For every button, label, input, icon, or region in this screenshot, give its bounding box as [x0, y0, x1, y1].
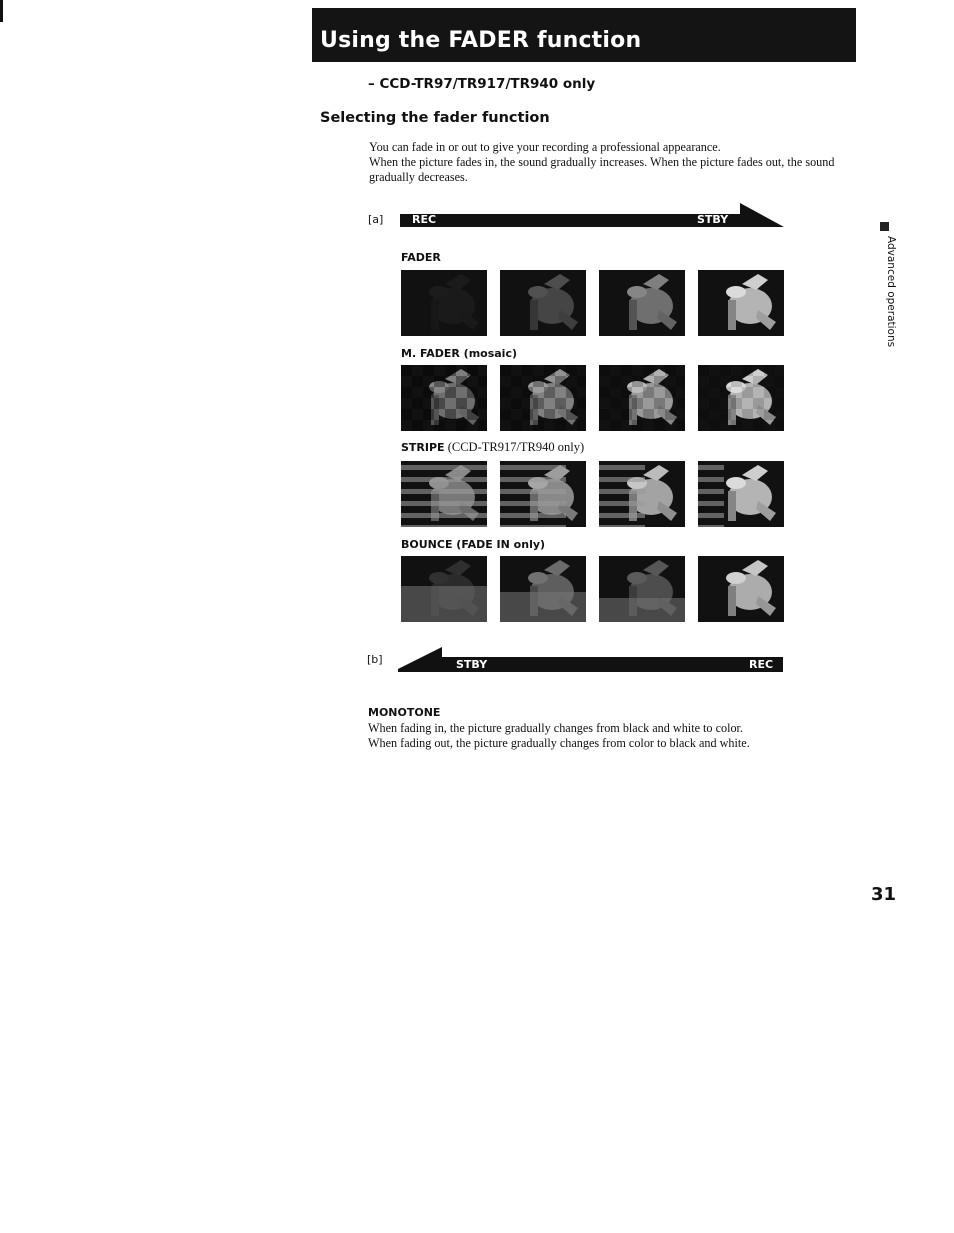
- section-tab-marker: [880, 222, 889, 231]
- diagram-label-a: [a]: [368, 213, 384, 226]
- monotone-line-1: When fading in, the picture gradually changes from black and white to color.: [368, 721, 743, 735]
- effect-frame: [500, 556, 586, 622]
- effect-frame: [401, 461, 487, 527]
- effect-frame: [401, 365, 487, 431]
- section-tab-label: Advanced operations: [885, 236, 897, 348]
- effect-frame: [599, 461, 685, 527]
- monotone-heading: MONOTONE: [368, 706, 441, 719]
- bar-a-right-label: STBY: [697, 213, 729, 226]
- diagram-label-b: [b]: [367, 653, 383, 666]
- margin-rule: [0, 0, 3, 22]
- effect-frame: [599, 556, 685, 622]
- intro-line-2: When the picture fades in, the sound gradually increases. When the picture fades out, the sound gradually decreases.: [369, 155, 835, 184]
- page-title: Using the FADER function: [320, 28, 642, 53]
- bar-b-right-label: REC: [749, 658, 774, 671]
- effect-frame: [500, 270, 586, 336]
- monotone-line-2: When fading out, the picture gradually changes from color to black and white.: [368, 736, 750, 750]
- effect-frame: [500, 365, 586, 431]
- page-number: 31: [871, 884, 897, 905]
- section-heading: Selecting the fader function: [320, 110, 550, 126]
- intro-text: [369, 140, 849, 185]
- effect-label-fader: FADER: [401, 251, 441, 264]
- effect-frame: [698, 556, 784, 622]
- monotone-text: [368, 721, 838, 751]
- effect-frame: [698, 461, 784, 527]
- effect-frame: [500, 461, 586, 527]
- effect-frame: [599, 365, 685, 431]
- intro-line-1: You can fade in or out to give your recording a professional appearance.: [369, 140, 721, 154]
- effect-frame: [401, 270, 487, 336]
- effect-frame: [698, 270, 784, 336]
- effect-frame: [698, 365, 784, 431]
- model-note: – CCD-TR97/TR917/TR940 only: [368, 76, 596, 92]
- bar-b-left-label: STBY: [456, 658, 488, 671]
- effect-label-mosaic: M. FADER (mosaic): [401, 347, 517, 360]
- effect-frame: [401, 556, 487, 622]
- effect-frame: [599, 270, 685, 336]
- bar-a-left-label: REC: [412, 213, 437, 226]
- effect-label-stripe: STRIPE (CCD-TR917/TR940 only): [401, 440, 585, 454]
- effect-label-bounce: BOUNCE (FADE IN only): [401, 538, 546, 551]
